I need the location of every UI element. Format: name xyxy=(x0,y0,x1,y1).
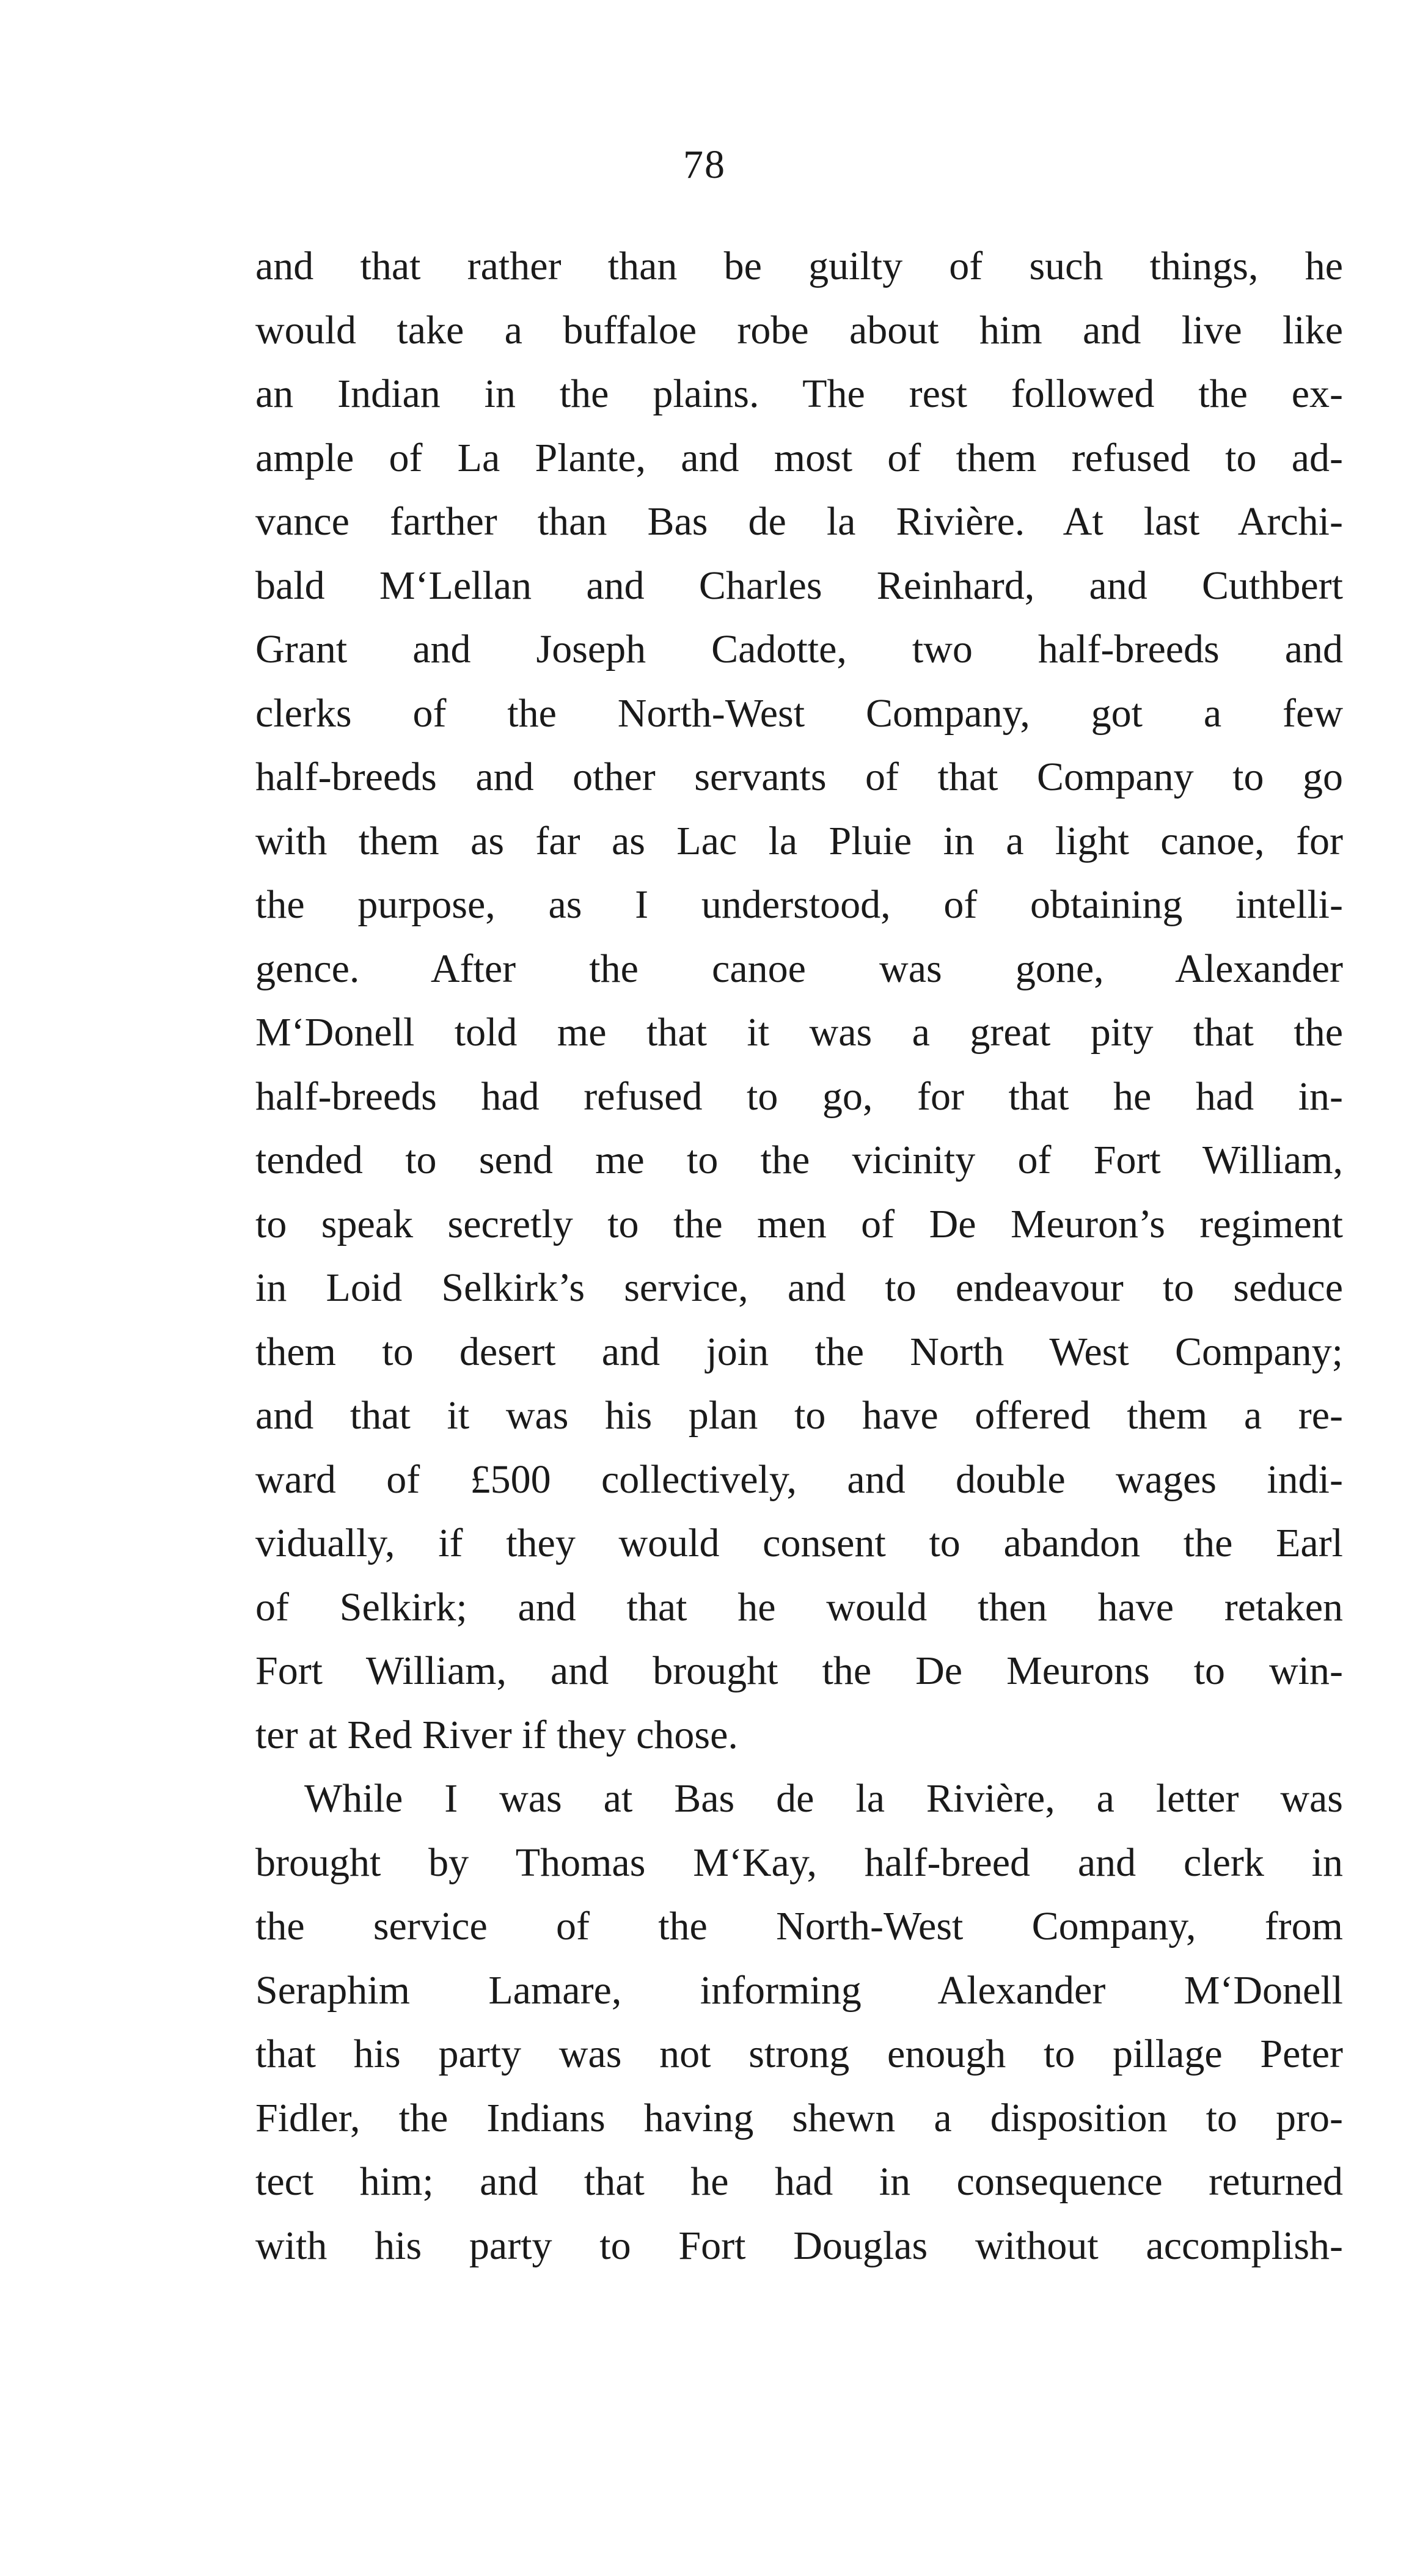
text-line: the purpose, as I understood, of obtaining intelli- xyxy=(255,882,1343,927)
text-line: an Indian in the plains. The rest followed the ex- xyxy=(255,371,1343,416)
text-line: in Loid Selkirk’s service, and to endeavour to seduce xyxy=(255,1265,1343,1310)
text-line: with his party to Fort Douglas without accomplish- xyxy=(255,2223,1343,2268)
text-line: vance farther than Bas de la Rivière. At last Archi- xyxy=(255,499,1343,544)
text-line: clerks of the North-West Company, got a few xyxy=(255,690,1343,736)
paragraph-end-line: ter at Red River if they chose. xyxy=(255,1712,738,1757)
text-line: brought by Thomas M‘Kay, half-breed and clerk in xyxy=(255,1840,1343,1885)
body-text xyxy=(255,235,1343,2278)
text-line: would take a buffaloe robe about him and live like xyxy=(255,307,1343,353)
text-line: to speak secretly to the men of De Meuron’s regiment xyxy=(255,1201,1343,1246)
text-line: and that it was his plan to have offered them a re- xyxy=(255,1393,1343,1438)
text-line: tended to send me to the vicinity of Fort William, xyxy=(255,1138,1343,1182)
text-line: the service of the North-West Company, from xyxy=(255,1904,1343,1948)
text-line: ample of La Plante, and most of them refused to ad- xyxy=(255,435,1343,480)
text-line: Fidler, the Indians having shewn a disposition to pro- xyxy=(255,2095,1343,2140)
text-line: Grant and Joseph Cadotte, two half-breeds and xyxy=(255,627,1343,671)
text-line: vidually, if they would consent to abandon the Earl xyxy=(255,1521,1343,1565)
text-line: Seraphim Lamare, informing Alexander M‘Donell xyxy=(255,1967,1343,2013)
text-line: that his party was not strong enough to pillage Peter xyxy=(255,2032,1343,2076)
text-line: of Selkirk; and that he would then have retaken xyxy=(255,1584,1343,1630)
text-line: ward of £500 collectively, and double wages indi- xyxy=(255,1457,1343,1502)
text-line: Fort William, and brought the De Meurons to win- xyxy=(255,1648,1343,1693)
page-number: 78 xyxy=(683,142,726,187)
text-line: half-breeds and other servants of that Company to go xyxy=(255,755,1343,799)
text-line: M‘Donell told me that it was a great pity that the xyxy=(255,1010,1343,1055)
text-line: with them as far as Lac la Pluie in a light canoe, for xyxy=(255,818,1343,863)
paragraph-start-line: While I was at Bas de la Rivière, a letter was xyxy=(304,1776,1343,1821)
text-line: tect him; and that he had in consequence returned xyxy=(255,2159,1343,2204)
text-line: them to desert and join the North West Company; xyxy=(255,1329,1343,1374)
text-line: half-breeds had refused to go, for that he had in- xyxy=(255,1074,1343,1119)
text-line: and that rather than be guilty of such things, he xyxy=(255,244,1343,288)
text-line: gence. After the canoe was gone, Alexander xyxy=(255,946,1343,991)
text-line: bald M‘Lellan and Charles Reinhard, and Cuthbert xyxy=(255,563,1343,608)
